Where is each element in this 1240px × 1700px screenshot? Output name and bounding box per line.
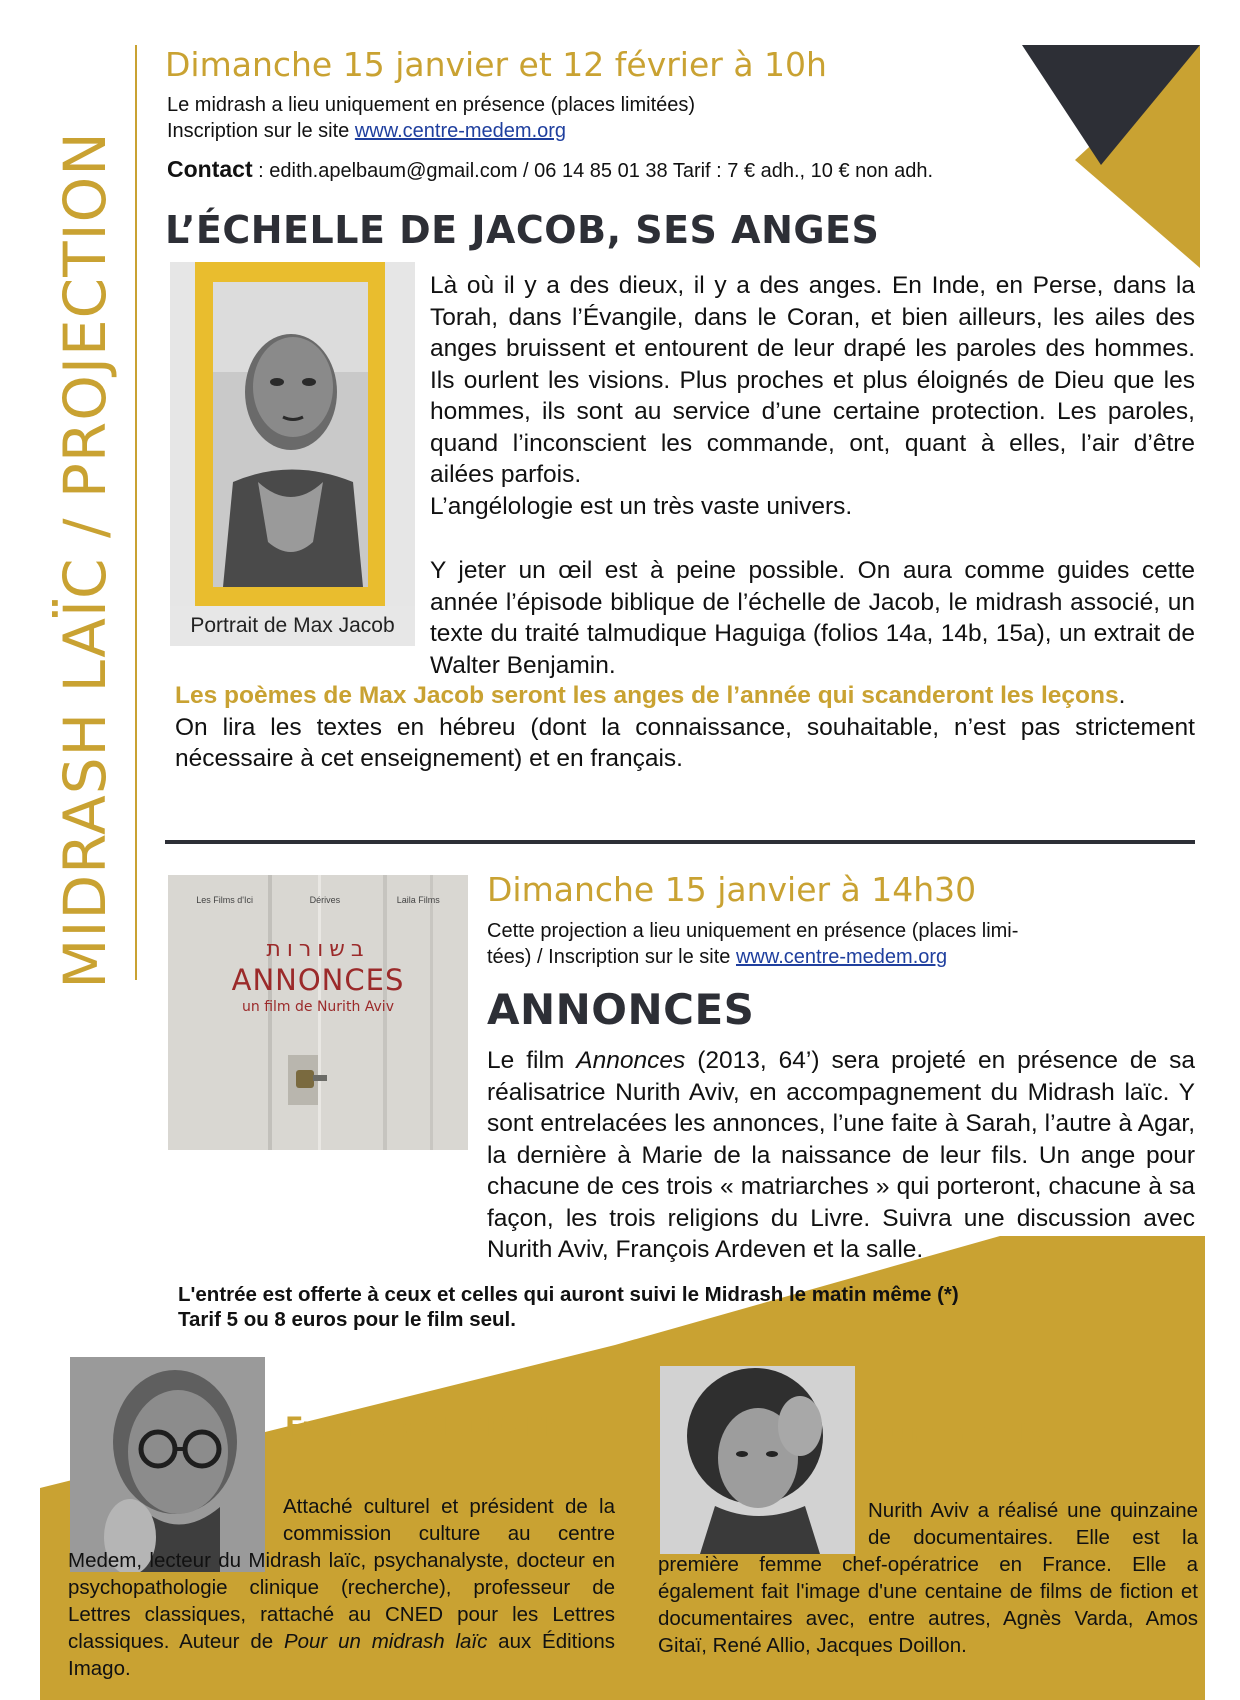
section-divider <box>165 840 1195 844</box>
projection-entry-1: L'entrée est offerte à ceux et celles qui auront suivi le Midrash le matin même (*) <box>178 1283 959 1306</box>
portrait-icon <box>213 282 368 587</box>
midrash-paragraph-2: L’angélologie est un très vaste univers. <box>430 492 853 520</box>
ardeven-bio-a: Attaché culturel et président de la commission culture au centre Medem, lecteur du Midrash laïc, psychanalyste, docteur en psychopathologie clinique (recherche), professeur de Lettres classiques, rattaché au CNED pour les Lettres classiques. Auteur de <box>68 1495 615 1653</box>
photo-caption: Portrait de Max Jacob <box>170 606 415 646</box>
projection-entry <box>178 1282 1198 1332</box>
midrash-contact <box>167 156 1087 184</box>
contact-text: : edith.apelbaum@gmail.com / 06 14 85 01 38 Tarif : 7 € adh., 10 € non adh. <box>252 160 934 182</box>
projection-info-line2 <box>487 944 1187 970</box>
projection-info-line1: Cette projection a lieu uniquement en présence (places limi- <box>487 920 1019 942</box>
midrash-paragraph-3 <box>430 555 1195 681</box>
midrash-highlight-wrap <box>175 680 1195 712</box>
annonces-poster <box>168 875 468 1150</box>
poster-film-title: ANNONCES <box>231 963 405 997</box>
ardeven-bio-b: aux Éditions Imago. <box>68 1630 615 1680</box>
ardeven-bio <box>68 1493 615 1682</box>
midrash-info-line2 <box>167 118 1067 144</box>
ardeven-bio-italic: Pour un midrash laïc <box>283 1630 488 1653</box>
projection-film-italic: Annonces <box>576 1047 686 1074</box>
projection-site-link[interactable]: www.centre-medem.org <box>735 946 948 968</box>
poster-studio-3: Laila Films <box>396 895 440 905</box>
midrash-paragraph-3-text: Y jeter un œil est à peine possible. On aura comme guides cette année l’épisode biblique de l’échelle de Jacob, le midrash associé, un texte du traité talmudique Haguiga (folios 14a, 14b, 15a), un extrait de Walter Benjamin. <box>430 557 1195 679</box>
person-name-aviv: Nurith AVIV <box>868 1418 1045 1449</box>
projection-paragraph-b: (2013, 64’) sera projeté en présence de sa réalisatrice Nurith Aviv, en accompagnement du Midrash laïc. Y sont entrelacées les annonces, l’une faite à Sarah, l’autre à Agar, la dernière à Marie de la naissance de leur fils. Un ange pour chacune de ces trois « matriarches » qui porteront, chacune à sa façon, les trois religions du Livre. Suivra une discussion avec Nurith Aviv, François Ardeven et la salle. <box>487 1047 1196 1263</box>
projection-title: ANNONCES <box>487 985 755 1034</box>
poster-studios <box>168 895 468 905</box>
midrash-highlight-end: . <box>1118 682 1126 709</box>
projection-info <box>487 918 1187 970</box>
projection-info-line2-prefix: tées) / Inscription sur le site <box>487 946 736 968</box>
person-name-ardeven: François ARDEVEN <box>285 1412 567 1443</box>
aviv-bio-text: Nurith Aviv a réalisé une quinzaine de documentaires. Elle est la première femme chef-opératrice en France. Elle a également fait l'image d'une centaine de films de fiction et documentaires avec, entre autres, Agnès Varda, Amos Gitaï, René Allio, Jacques Doillon. <box>658 1499 1198 1657</box>
midrash-paragraph: Là où il y a des dieux, il y a des anges. En Inde, en Perse, dans la Torah, dans l’Évangile, dans le Coran, et bien ailleurs, les ailes des anges bruissent et entourent de leur drapé les paroles des hommes. Ils ourlent les visions. Plus proches et plus éloignés de Dieu que les hommes, ils sont au service d’une certaine protection. Les paroles, quand l’inconscient les commande, ont, quant à elles, l’air d’être ailées parfois. <box>430 272 1195 488</box>
ardeven-bio-spacer <box>68 1493 283 1547</box>
sidebar-rule <box>135 45 137 980</box>
aviv-bio <box>658 1497 1198 1659</box>
poster-hebrew-title: בשורות <box>266 937 370 962</box>
projection-paragraph-a: Le film <box>487 1047 577 1074</box>
projection-paragraph-wrap <box>487 1045 1195 1266</box>
poster-studio-1: Les Films d'Ici <box>196 895 254 905</box>
contact-label: Contact <box>167 156 253 182</box>
midrash-site-link[interactable]: www.centre-medem.org <box>354 120 567 142</box>
midrash-lower-wrap <box>175 680 1195 775</box>
sidebar-vertical-label: MIDRASH LAÏC / PROJECTION <box>51 131 119 989</box>
midrash-info-line1: Le midrash a lieu uniquement en présence (places limitées) <box>167 94 696 116</box>
midrash-title: L’ÉCHELLE DE JACOB, SES ANGES <box>165 208 880 252</box>
midrash-info <box>167 92 1067 144</box>
poster-subtitle: un film de Nurith Aviv <box>242 999 394 1015</box>
aviv-bio-spacer <box>658 1497 868 1551</box>
midrash-info-line2-prefix: Inscription sur le site <box>167 120 355 142</box>
projection-date: Dimanche 15 janvier à 14h30 <box>487 870 977 909</box>
midrash-paragraph-wrap <box>430 270 1195 522</box>
max-jacob-photo-frame <box>170 262 415 646</box>
midrash-date: Dimanche 15 janvier et 12 février à 10h <box>165 45 827 84</box>
midrash-closing: On lira les textes en hébreu (dont la connaissance, souhaitable, n’est pas strictement nécessaire à cet enseignement) et en français. <box>175 713 1195 772</box>
poster-studio-2: Dérives <box>309 895 341 905</box>
projection-entry-2: Tarif 5 ou 8 euros pour le film seul. <box>178 1308 516 1331</box>
midrash-highlight: Les poèmes de Max Jacob seront les anges de l’année qui scanderont les leçons <box>175 682 1119 709</box>
